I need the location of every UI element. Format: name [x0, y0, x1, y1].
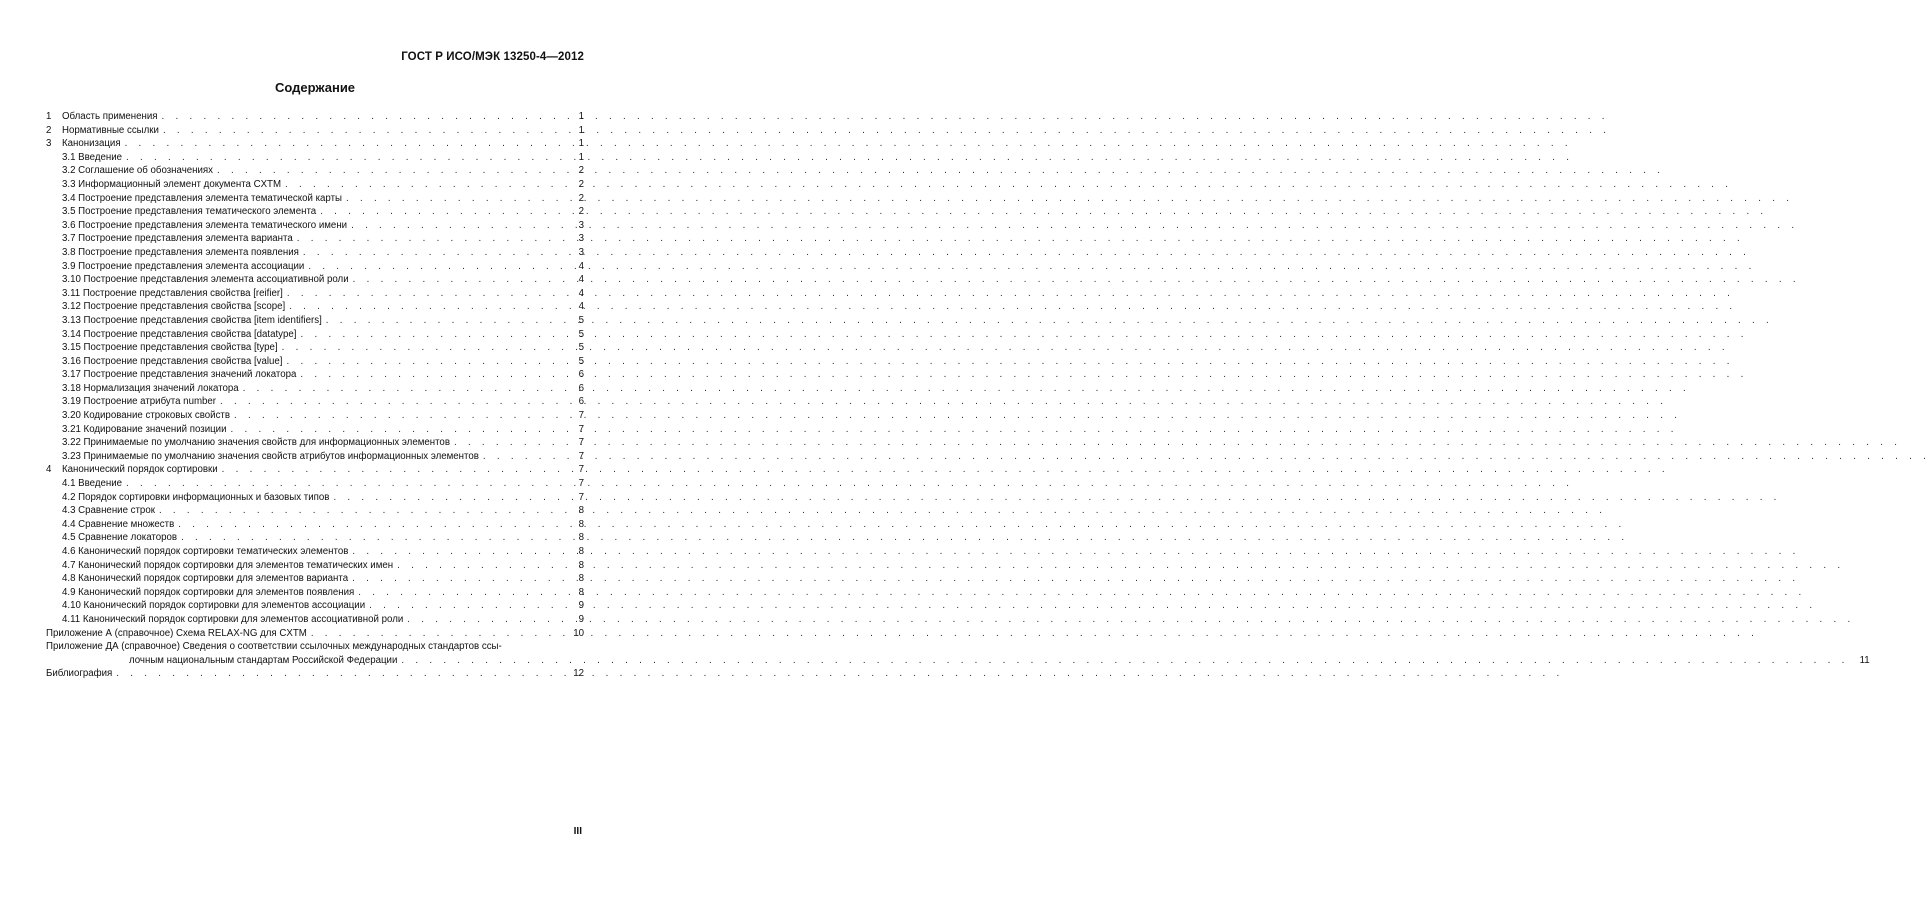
- toc-page-number: 7: [578, 464, 584, 476]
- toc-entry[interactable]: [46, 328, 584, 342]
- toc-entry-text: 3.18 Нормализация значений локатора: [62, 382, 239, 394]
- toc-entry[interactable]: [46, 219, 584, 233]
- toc-entry[interactable]: [46, 300, 584, 314]
- toc-entry-text: 3.23 Принимаемые по умолчанию значения свойств атрибутов информационных элементов: [62, 450, 479, 462]
- toc-entry-text: Канонический порядок сортировки: [62, 464, 218, 476]
- toc-entry[interactable]: [46, 599, 584, 613]
- toc-page-number: 8: [578, 532, 584, 544]
- toc-entry-body: [62, 613, 566, 627]
- toc-entry-text: 4.6 Канонический порядок сортировки тематических элементов: [62, 546, 349, 557]
- toc-entry-body: [62, 463, 566, 477]
- toc-entry-body: [62, 260, 566, 274]
- leader-dots: [181, 531, 1628, 545]
- toc-entry[interactable]: [46, 287, 584, 301]
- page-title: Содержание: [274, 80, 356, 95]
- toc-entry-body: [62, 572, 566, 586]
- document-header: ГОСТ Р ИСО/МЭК 13250-4—2012: [401, 51, 584, 63]
- leader-dots: [483, 450, 1930, 464]
- toc-entry-body: [62, 300, 566, 314]
- toc-entry-body: [62, 124, 566, 138]
- toc-entry[interactable]: [46, 192, 584, 206]
- toc-entry-body: [62, 450, 566, 464]
- leader-dots: [397, 559, 1844, 573]
- toc-entry-text-line2: лочным национальным стандартам Российской Федерации: [129, 654, 398, 666]
- toc-entry-body: [62, 151, 566, 165]
- leader-dots: [287, 287, 1734, 301]
- leader-dots: [289, 300, 1736, 314]
- toc-entry-body: [62, 545, 566, 559]
- toc-page-number: 9: [578, 613, 584, 625]
- toc-entry[interactable]: [46, 260, 584, 274]
- table-of-contents: [46, 110, 1870, 681]
- toc-entry-text: 4.1 Введение: [62, 478, 123, 490]
- leader-dots: [230, 423, 1677, 437]
- leader-dots: [162, 110, 1609, 124]
- toc-entry-text: 4.3 Сравнение строк: [62, 505, 155, 517]
- toc-entry-body: [62, 477, 566, 491]
- toc-entry-text: 3.15 Построение представления свойства [type]: [62, 342, 278, 354]
- toc-page-number: 5: [578, 355, 584, 367]
- toc-entry-body: [62, 559, 566, 573]
- leader-dots: [303, 246, 1750, 260]
- toc-entry-body: [62, 110, 566, 124]
- leader-dots: [301, 328, 1748, 342]
- toc-entry[interactable]: [46, 545, 584, 559]
- toc-page-number: 7: [578, 450, 584, 462]
- toc-page-number: 12: [573, 668, 584, 680]
- toc-entry[interactable]: [46, 382, 584, 396]
- toc-entry-text: Библиография: [46, 668, 113, 680]
- toc-entry[interactable]: [46, 613, 584, 627]
- toc-entry-body: [62, 368, 566, 382]
- leader-dots: [222, 463, 1669, 477]
- toc-entry-body: [62, 599, 566, 613]
- leader-dots: [369, 599, 1816, 613]
- toc-entry-text: 4.2 Порядок сортировки информационных и базовых типов: [62, 491, 330, 503]
- toc-entry-text: 4.10 Канонический порядок сортировки для элементов ассоциации: [62, 600, 366, 612]
- toc-entry[interactable]: [46, 409, 584, 423]
- toc-page-number: 4: [578, 301, 584, 313]
- toc-entry[interactable]: [46, 232, 584, 246]
- toc-section-number: 4: [46, 464, 52, 476]
- leader-dots: [178, 518, 1625, 532]
- toc-entry-text: 3.3 Информационный элемент документа CXTM: [62, 178, 282, 190]
- toc-entry-text: 3.11 Построение представления свойства [reifier]: [62, 287, 283, 299]
- toc-entry-text: 3.12 Построение представления свойства [scope]: [62, 301, 286, 313]
- toc-entry-body: [46, 640, 1870, 667]
- toc-entry[interactable]: [46, 273, 584, 287]
- toc-entry[interactable]: [46, 423, 584, 437]
- leader-dots: [286, 355, 1733, 369]
- toc-entry[interactable]: [46, 559, 584, 573]
- leader-dots: [159, 504, 1606, 518]
- toc-page-number: 7: [578, 423, 584, 435]
- toc-entry-body: [62, 491, 566, 505]
- toc-entry[interactable]: [46, 164, 584, 178]
- toc-entry-text-line1: Приложение ДА (справочное) Сведения о соответствии ссылочных международных стандартов ссы-: [46, 641, 502, 653]
- toc-entry[interactable]: [46, 450, 584, 464]
- toc-page-number: 8: [578, 573, 584, 585]
- toc-page-number: 6: [578, 396, 584, 408]
- toc-entry[interactable]: [46, 395, 584, 409]
- toc-entry[interactable]: [46, 124, 584, 138]
- toc-entry-text: 3.2 Соглашение об обозначениях: [62, 165, 213, 177]
- toc-page-number: 7: [578, 491, 584, 503]
- toc-page-number: 2: [578, 178, 584, 190]
- toc-entry-text: 3.19 Построение атрибута number: [62, 396, 217, 408]
- toc-page-number: 9: [578, 600, 584, 612]
- toc-entry-body: [62, 287, 566, 301]
- toc-entry[interactable]: [46, 477, 584, 491]
- toc-page-number: 7: [578, 410, 584, 422]
- toc-entry-text: 3.21 Кодирование значений позиции: [62, 423, 227, 435]
- toc-entry-body: [62, 232, 566, 246]
- toc-entry[interactable]: [46, 355, 584, 369]
- toc-rows: [46, 110, 584, 627]
- toc-entry-text: Приложение А (справочное) Схема RELAX-NG для CXTM: [46, 627, 307, 639]
- leader-dots: [454, 436, 1901, 450]
- toc-entry-body: [46, 667, 566, 681]
- toc-page-number: 8: [578, 559, 584, 571]
- toc-entry-text: 3.13 Построение представления свойства [item identifiers]: [62, 314, 322, 326]
- leader-dots: [220, 395, 1667, 409]
- toc-page-number: 7: [578, 478, 584, 490]
- toc-page-number: 2: [578, 192, 584, 204]
- toc-entry[interactable]: [46, 246, 584, 260]
- toc-entry-text: 3.14 Построение представления свойства [datatype]: [62, 328, 297, 340]
- toc-entry[interactable]: [46, 491, 584, 505]
- toc-entry-appendix-a[interactable]: [46, 627, 584, 641]
- leader-dots: [320, 205, 1767, 219]
- leader-dots: [243, 382, 1690, 396]
- toc-entry[interactable]: [46, 586, 584, 600]
- toc-entry-bibliography[interactable]: [46, 667, 584, 681]
- toc-entry-text: Область применения: [62, 111, 158, 122]
- toc-page-number: 5: [578, 314, 584, 326]
- toc-page-number: 3: [578, 233, 584, 245]
- toc-page-number: 6: [578, 369, 584, 381]
- toc-entry-body: [62, 504, 566, 518]
- toc-entry-text: 4.11 Канонический порядок сортировки для элементов ассоциативной роли: [62, 613, 404, 625]
- leader-dots: [125, 137, 1572, 151]
- toc-page-number: 1: [578, 124, 584, 136]
- toc-entry-text: 3.1 Введение: [62, 151, 123, 163]
- toc-entry-body: [62, 531, 566, 545]
- toc-page-number: 3: [578, 246, 584, 258]
- toc-entry-text: 3.5 Построение представления тематического элемента: [62, 206, 317, 218]
- leader-dots: [285, 178, 1732, 192]
- toc-page-number: 2: [578, 206, 584, 218]
- toc-entry-body: [46, 627, 566, 641]
- page-number-footer: III: [573, 826, 582, 837]
- toc-entry[interactable]: [46, 436, 584, 450]
- toc-section-number: 3: [46, 138, 52, 150]
- toc-entry[interactable]: [46, 341, 584, 355]
- leader-dots: [126, 151, 1573, 165]
- toc-entry-body: [62, 341, 566, 355]
- leader-dots: [333, 491, 1780, 505]
- toc-entry-body: [62, 273, 566, 287]
- toc-section-number: 1: [46, 111, 52, 122]
- toc-entry-text: 3.20 Кодирование строковых свойств: [62, 410, 231, 422]
- toc-entry-body: [62, 436, 566, 450]
- toc-page-number: 8: [578, 586, 584, 598]
- toc-entry[interactable]: [46, 178, 584, 192]
- toc-entry-body: [62, 178, 566, 192]
- toc-section-number: 2: [46, 124, 52, 136]
- toc-page-number: 8: [578, 546, 584, 557]
- toc-entry-body: [62, 219, 566, 233]
- toc-entry-body: [62, 164, 566, 178]
- toc-entry[interactable]: [46, 314, 584, 328]
- toc-entry-body: [62, 314, 566, 328]
- toc-page-number: 1: [578, 138, 584, 150]
- toc-entry-body: [62, 395, 566, 409]
- leader-dots: [116, 667, 1563, 681]
- leader-dots: [346, 192, 1793, 206]
- toc-page-number: 7: [578, 437, 584, 449]
- leader-dots: [308, 260, 1755, 274]
- toc-entry[interactable]: [46, 463, 584, 477]
- toc-page-number: 4: [578, 287, 584, 299]
- toc-entry[interactable]: [46, 504, 584, 518]
- leader-dots: [126, 477, 1573, 491]
- toc-page-number: 10: [573, 627, 584, 639]
- toc-page-number: 2: [578, 165, 584, 177]
- toc-entry-text: 4.9 Канонический порядок сортировки для элементов появления: [62, 586, 355, 598]
- toc-page-number: 5: [578, 342, 584, 354]
- toc-entry-body: [62, 137, 566, 151]
- toc-entry[interactable]: [46, 531, 584, 545]
- toc-entry-body: [62, 409, 566, 423]
- toc-page-number: 8: [578, 518, 584, 530]
- leader-dots: [217, 164, 1664, 178]
- toc-page-number: 5: [578, 328, 584, 340]
- toc-entry-text: 3.17 Построение представления значений локатора: [62, 369, 297, 381]
- toc-entry[interactable]: [46, 205, 584, 219]
- toc-page-number: 3: [578, 219, 584, 231]
- toc-entry[interactable]: [46, 110, 584, 124]
- toc-entry-body: [62, 328, 566, 342]
- toc-entry-text: 4.4 Сравнение множеств: [62, 518, 175, 530]
- toc-entry-body: [62, 246, 566, 260]
- toc-entry-appendix-da[interactable]: [46, 640, 1870, 667]
- leader-dots: [326, 314, 1773, 328]
- toc-entry-body: [62, 382, 566, 396]
- toc-entry-text: 3.8 Построение представления элемента появления: [62, 246, 299, 258]
- toc-entry-body: [62, 192, 566, 206]
- toc-entry-text: 3.16 Построение представления свойства [value]: [62, 355, 283, 367]
- toc-page-number: 11: [1859, 654, 1870, 666]
- toc-entry-text: Канонизация: [62, 138, 121, 150]
- leader-dots: [300, 368, 1747, 382]
- toc-entry-text: Нормативные ссылки: [62, 124, 159, 136]
- toc-entry-text: 3.7 Построение представления элемента варианта: [62, 233, 293, 245]
- toc-page-number: 4: [578, 260, 584, 272]
- toc-page-number: 4: [578, 274, 584, 286]
- toc-entry[interactable]: [46, 518, 584, 532]
- toc-page-number: 6: [578, 382, 584, 394]
- toc-entry-text: 3.10 Построение представления элемента ассоциативной роли: [62, 274, 349, 286]
- leader-dots: [401, 654, 1848, 668]
- leader-dots: [407, 613, 1854, 627]
- toc-entry[interactable]: [46, 368, 584, 382]
- toc-entry-text: 4.5 Сравнение локаторов: [62, 532, 178, 544]
- toc-entry-body: [62, 423, 566, 437]
- leader-dots: [311, 627, 1758, 641]
- toc-entry-text: 4.7 Канонический порядок сортировки для элементов тематических имен: [62, 559, 394, 571]
- toc-entry[interactable]: [46, 151, 584, 165]
- toc-entry-body: [62, 355, 566, 369]
- toc-entry-text: 3.9 Построение представления элемента ассоциации: [62, 260, 305, 272]
- toc-page-number: 8: [578, 505, 584, 517]
- toc-entry-text: 4.8 Канонический порядок сортировки для элементов варианта: [62, 573, 349, 585]
- leader-dots: [282, 341, 1729, 355]
- leader-dots: [234, 409, 1681, 423]
- leader-dots: [297, 232, 1744, 246]
- toc-entry[interactable]: [46, 572, 584, 586]
- toc-page-number: 1: [578, 151, 584, 163]
- leader-dots: [163, 124, 1610, 138]
- toc-page-number: 1: [578, 111, 584, 122]
- toc-entry-text: 3.4 Построение представления элемента тематической карты: [62, 192, 342, 204]
- toc-entry-text: 3.6 Построение представления элемента тематического имени: [62, 219, 348, 231]
- toc-entry-body: [62, 518, 566, 532]
- toc-entry-body: [62, 586, 566, 600]
- toc-entry-text: 3.22 Принимаемые по умолчанию значения свойств для информационных элементов: [62, 437, 450, 449]
- toc-entry-body: [62, 205, 566, 219]
- toc-entry[interactable]: [46, 137, 584, 151]
- toc-entry-line2: [46, 654, 1870, 668]
